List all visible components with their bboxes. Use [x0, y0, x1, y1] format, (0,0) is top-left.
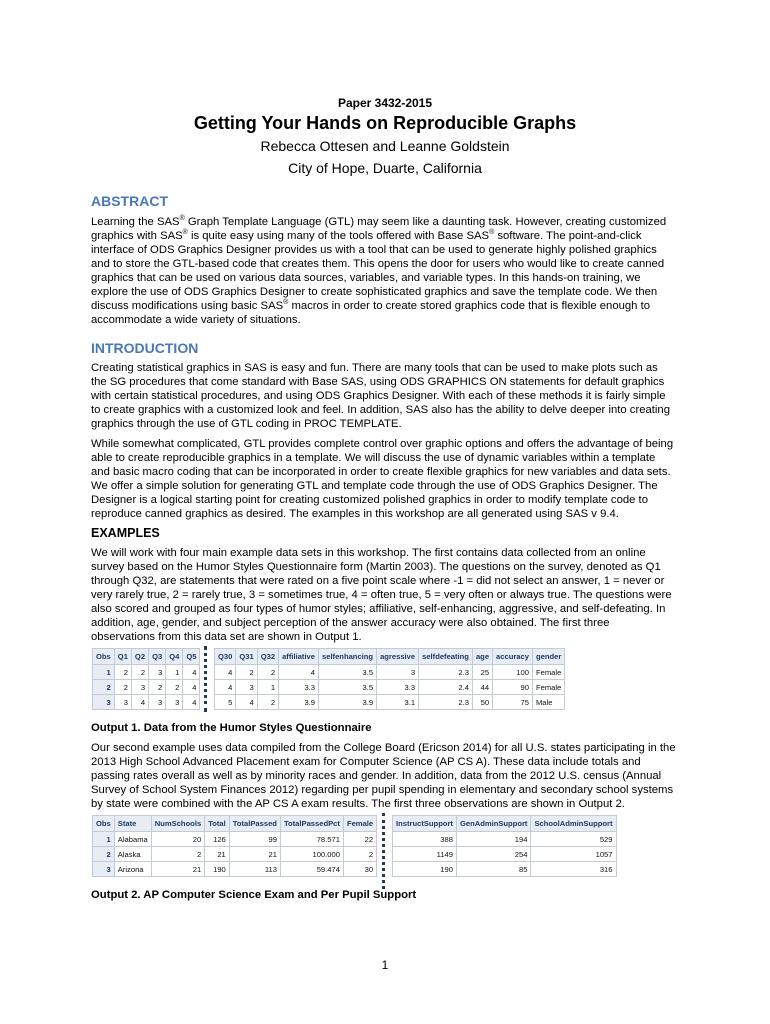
- table-row: [93, 680, 200, 695]
- output1-column-header: Q32: [257, 649, 278, 665]
- table-row: [215, 665, 565, 680]
- output1-cell: 44: [472, 680, 492, 695]
- output1-header-row: [215, 649, 565, 665]
- output2-cell: 316: [531, 862, 616, 877]
- table-row: [393, 832, 617, 847]
- output1-cell: 4: [236, 695, 257, 710]
- output2-cell: 99: [229, 832, 280, 847]
- paragraph-line: survey based on the Humor Styles Questionnaire form (Martin 2003). The questions on the survey, denoted as Q1: [91, 561, 661, 573]
- output2-cell: Arizona: [114, 862, 151, 877]
- output1-cell: 2: [257, 665, 278, 680]
- output1-cell: 4: [215, 665, 236, 680]
- output1-cell: Male: [532, 695, 564, 710]
- paper-title: Getting Your Hands on Reproducible Graphs: [193, 113, 577, 133]
- output1-cell: 100: [493, 665, 533, 680]
- registered-mark: ®: [283, 299, 289, 307]
- output2-cell: 1057: [531, 847, 616, 862]
- abstract-line: graphics with SAS® is quite easy using many of the tools offered with Base SAS® software. The point-and-click: [91, 229, 642, 242]
- output1-cell: 3: [149, 665, 166, 680]
- output2-cell: 100.000: [280, 847, 343, 862]
- output1-cell: 2.3: [419, 695, 473, 710]
- output1-caption: Output 1. Data from the Humor Styles Questionnaire: [91, 722, 372, 734]
- paragraph-line: Designer is a logical starting point for creating customized polished graphics in order to modify template code to: [91, 494, 648, 506]
- paragraph-line: While somewhat complicated, GTL provides complete control over graphic options and offers the advantage of being: [91, 438, 674, 450]
- table-row: [393, 847, 617, 862]
- output1-cell: 4: [131, 695, 148, 710]
- output2-cell: 2: [151, 847, 204, 862]
- output2-cell: 194: [456, 832, 531, 847]
- paper-number: Paper 3432-2015: [337, 96, 433, 110]
- table-row: [215, 680, 565, 695]
- output1-cell: 2: [257, 695, 278, 710]
- paragraph-line: observations from this data set are shown in Output 1.: [91, 631, 362, 643]
- output1-cell: 4: [183, 665, 200, 680]
- output1-cell: Female: [532, 680, 564, 695]
- examples-paragraph-2: [91, 741, 691, 811]
- introduction-paragraph-2: [91, 437, 691, 521]
- output2-cell: 85: [456, 862, 531, 877]
- abstract-line: discuss modifications using basic SAS® macros in order to create stored graphics code that is flexible enough to: [91, 299, 651, 312]
- output1-cell: 3.1: [377, 695, 419, 710]
- table-row: [393, 862, 617, 877]
- output1-cell: 4: [183, 695, 200, 710]
- output1-cell: 1: [257, 680, 278, 695]
- output1-cell: 3: [114, 695, 131, 710]
- table-row: [215, 695, 565, 710]
- paragraph-line: also scored and grouped as four types of humor styles; affiliative, self-enhancing, aggressive, and self-defeating. In: [91, 603, 666, 615]
- output2-cell: 2: [343, 847, 376, 862]
- table-row: [93, 665, 200, 680]
- output2-column-header: Total: [205, 816, 230, 832]
- registered-mark: ®: [182, 229, 188, 237]
- output2-cell: Alabama: [114, 832, 151, 847]
- output1-column-header: Q3: [149, 649, 166, 665]
- output1-column-header: agressive: [377, 649, 419, 665]
- output2-cell: 126: [205, 832, 230, 847]
- output1-cell: 75: [493, 695, 533, 710]
- output2-cell: 20: [151, 832, 204, 847]
- output2-cell: 2: [93, 847, 115, 862]
- output2-header-row: [93, 816, 377, 832]
- table-row: [93, 695, 200, 710]
- output2-column-header: Female: [343, 816, 376, 832]
- output1-cell: 2: [236, 665, 257, 680]
- output2-cell: 21: [229, 847, 280, 862]
- output1-column-header: selfenhancing: [319, 649, 377, 665]
- output2-column-header: TotalPassedPct: [280, 816, 343, 832]
- paragraph-line: and basic macro coding that can be incorporated in order to create flexible graphics for new variables and data sets.: [91, 466, 671, 478]
- introduction-heading: INTRODUCTION: [91, 340, 199, 356]
- output1-table-left: [92, 648, 200, 710]
- paragraph-line: reproduce canned graphics as desired. The examples in this workshop are all generated using SAS v 9.4.: [91, 508, 619, 520]
- abstract-line: accommodate a wide variety of situations.: [91, 314, 301, 326]
- output1-column-header: affiliative: [279, 649, 319, 665]
- abstract-line: interface of ODS Graphics Designer provides us with a tool that can be used to generate highly polished graphics: [91, 244, 657, 256]
- output2-column-header: State: [114, 816, 151, 832]
- table-row: [93, 862, 377, 877]
- output1-column-header: Q30: [215, 649, 236, 665]
- paragraph-line: by state were combined with the AP CS A exam results. The first three observations are shown in Output 2.: [91, 798, 625, 810]
- abstract-line: explore the use of ODS Graphics Designer to create sophisticated graphics and save the template code. We then: [91, 286, 658, 298]
- examples-paragraph-1: [91, 546, 691, 644]
- output1-cell: 3.3: [279, 680, 319, 695]
- output2-cell: 190: [393, 862, 457, 877]
- output2-caption: Output 2. AP Computer Science Exam and Per Pupil Support: [91, 889, 417, 901]
- output1-cell: 3: [149, 695, 166, 710]
- output1-cell: Female: [532, 665, 564, 680]
- paragraph-line: graphics through the use of GTL coding in PROC TEMPLATE.: [91, 418, 402, 430]
- abstract-text: [91, 215, 691, 327]
- output2-table-left: [92, 815, 377, 877]
- paragraph-line: the SG procedures that come standard with Base SAS, using ODS GRAPHICS ON statements for default graphics: [91, 376, 665, 388]
- output1-column-header: accuracy: [493, 649, 533, 665]
- abstract-line: and to store the GTL-based code that creates them. This opens the door for users who would like to create canned: [91, 258, 665, 270]
- output1-cell: 25: [472, 665, 492, 680]
- registered-mark: ®: [179, 215, 185, 223]
- affiliation: City of Hope, Duarte, California: [288, 160, 482, 176]
- output2-cell: 529: [531, 832, 616, 847]
- output1-cell: 3.5: [319, 665, 377, 680]
- examples-heading: EXAMPLES: [91, 526, 160, 540]
- paragraph-line: Survey of School System Finances 2012) regarding per pupil spending in elementary and secondary school systems: [91, 784, 674, 796]
- output1-cell: 3: [377, 665, 419, 680]
- output1-column-header: Q2: [131, 649, 148, 665]
- paragraph-line: We will work with four main example data sets in this workshop. The first contains data collected from an online: [91, 547, 646, 559]
- paragraph-line: very rarely true, 2 = rarely true, 3 = sometimes true, 4 = often true, 5 = very often or always true. The questions were: [91, 589, 672, 601]
- page-number: 1: [381, 958, 389, 972]
- output2-cell: 78.571: [280, 832, 343, 847]
- output2-column-header: TotalPassed: [229, 816, 280, 832]
- output1-cell: 3: [166, 695, 183, 710]
- output2-header-row: [393, 816, 617, 832]
- output2-column-break: [382, 813, 388, 889]
- output1-cell: 2: [149, 680, 166, 695]
- paragraph-line: through Q32, are statements that were rated on a five point scale where -1 = did not select an answer, 1 = never or: [91, 575, 665, 587]
- output1-column-header: gender: [532, 649, 564, 665]
- output1-cell: 2: [93, 680, 115, 695]
- paragraph-line: passing rates overall as well as by minority races and gender. In addition, data from the 2012 U.S. census (Annual: [91, 770, 662, 782]
- table-row: [93, 832, 377, 847]
- paragraph-line: to create graphics with a customized look and feel. In addition, SAS also has the ability to delve deeper into creating: [91, 404, 670, 416]
- paragraph-line: Creating statistical graphics in SAS is easy and fun. There are many tools that can be used to make plots such as: [91, 362, 658, 374]
- output2-cell: 21: [151, 862, 204, 877]
- output1-cell: 2: [114, 680, 131, 695]
- output1-cell: 90: [493, 680, 533, 695]
- introduction-paragraph-1: [91, 361, 691, 431]
- output2-table-right: [392, 815, 617, 877]
- output2-cell: 113: [229, 862, 280, 877]
- output1-table-right: [214, 648, 565, 710]
- output2-cell: 21: [205, 847, 230, 862]
- output2-cell: 190: [205, 862, 230, 877]
- output1-cell: 1: [166, 665, 183, 680]
- registered-mark: ®: [489, 229, 495, 237]
- output1-cell: 2: [114, 665, 131, 680]
- output1-cell: 2.3: [419, 665, 473, 680]
- output1-cell: 3.3: [377, 680, 419, 695]
- abstract-line: Learning the SAS® Graph Template Language (GTL) may seem like a daunting task. However, creating customized: [91, 215, 667, 228]
- paragraph-line: We offer a simple solution for generating GTL and template code through the use of ODS Graphics Designer. The: [91, 480, 658, 492]
- output2-cell: Alaska: [114, 847, 151, 862]
- output1-cell: 4: [279, 665, 319, 680]
- output1-cell: 2.4: [419, 680, 473, 695]
- output2-cell: 22: [343, 832, 376, 847]
- output1-cell: 4: [215, 680, 236, 695]
- output1-cell: 2: [131, 665, 148, 680]
- output2-cell: 1: [93, 832, 115, 847]
- output2-cell: 254: [456, 847, 531, 862]
- output2-column-header: InstructSupport: [393, 816, 457, 832]
- output2-cell: 59.474: [280, 862, 343, 877]
- authors: Rebecca Ottesen and Leanne Goldstein: [260, 138, 510, 154]
- paragraph-line: addition, age, gender, and subject perception of the answer accuracy were also obtained. The first three: [91, 617, 610, 629]
- output1-cell: 3.9: [279, 695, 319, 710]
- output2-column-header: SchoolAdminSupport: [531, 816, 616, 832]
- output1-cell: 5: [215, 695, 236, 710]
- output2-column-header: NumSchools: [151, 816, 204, 832]
- output2-cell: 3: [93, 862, 115, 877]
- output1-column-break: [204, 646, 210, 712]
- output1-cell: 3: [93, 695, 115, 710]
- output2-cell: 30: [343, 862, 376, 877]
- abstract-line: graphics that can be used on various data sources, variables, and variable types. In this hands-on training, we: [91, 272, 641, 284]
- paragraph-line: with certain statistical procedures, and using ODS Graphics Designer. With each of these methods it is fairly simple: [91, 390, 666, 402]
- output1-cell: 4: [183, 680, 200, 695]
- output1-column-header: Q1: [114, 649, 131, 665]
- output1-cell: 50: [472, 695, 492, 710]
- paragraph-line: Our second example uses data compiled from the College Board (Ericson 2014) for all U.S. states participating in the: [91, 742, 676, 754]
- output1-cell: 3.5: [319, 680, 377, 695]
- output1-cell: 2: [166, 680, 183, 695]
- output2-column-header: Obs: [93, 816, 115, 832]
- output1-column-header: selfdefeating: [419, 649, 473, 665]
- abstract-heading: ABSTRACT: [91, 193, 168, 209]
- output1-column-header: Q31: [236, 649, 257, 665]
- output2-cell: 388: [393, 832, 457, 847]
- output1-cell: 1: [93, 665, 115, 680]
- output1-column-header: Obs: [93, 649, 115, 665]
- paragraph-line: able to create reproducible graphics in a template. We will discuss the use of dynamic variables within a template: [91, 452, 656, 464]
- output1-column-header: Q5: [183, 649, 200, 665]
- output1-cell: 3.9: [319, 695, 377, 710]
- output1-cell: 3: [131, 680, 148, 695]
- output2-column-header: GenAdminSupport: [456, 816, 531, 832]
- paragraph-line: 2013 High School Advanced Placement exam for Computer Science (AP CS A). These data include totals and: [91, 756, 641, 768]
- output2-cell: 1149: [393, 847, 457, 862]
- output1-header-row: [93, 649, 200, 665]
- table-row: [93, 847, 377, 862]
- output1-cell: 3: [236, 680, 257, 695]
- output1-column-header: age: [472, 649, 492, 665]
- output1-column-header: Q4: [166, 649, 183, 665]
